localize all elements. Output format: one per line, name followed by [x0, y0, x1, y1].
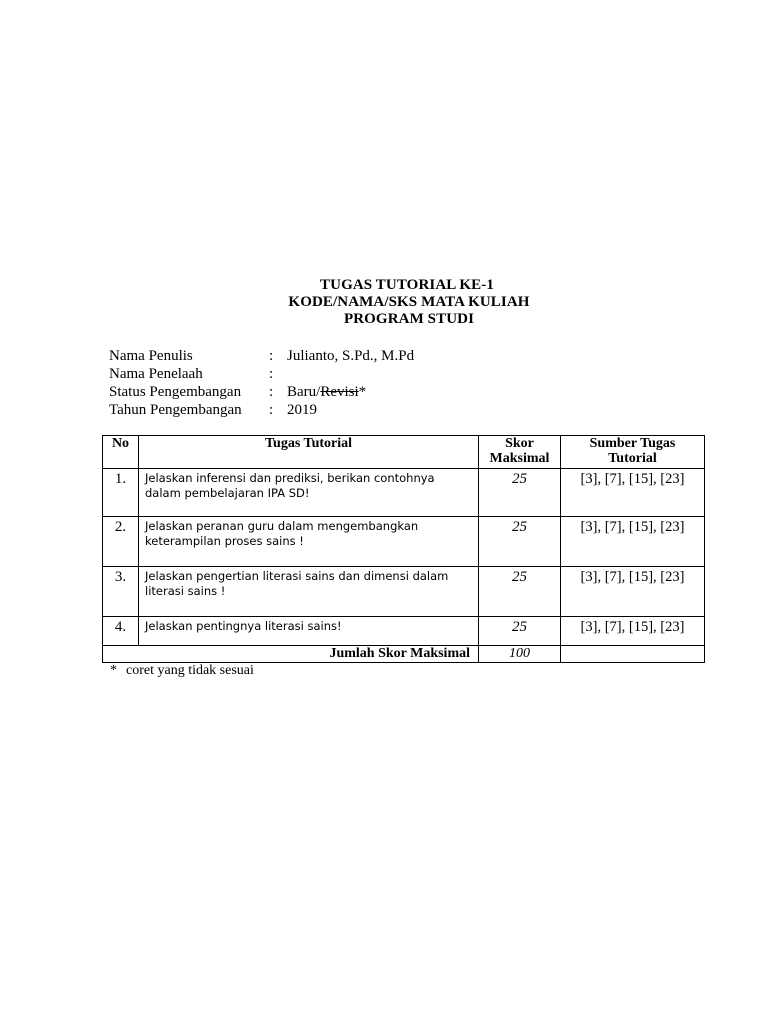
task-line1: Jelaskan pengertian literasi sains dan dimensi dalam	[145, 569, 449, 583]
header-no: No	[103, 436, 139, 469]
row-task	[139, 617, 479, 646]
status-baru: Baru/	[287, 384, 321, 400]
meta-row-tahun	[109, 401, 509, 419]
row-number: 2.	[103, 517, 139, 567]
meta-value-status	[287, 383, 366, 401]
row-source: [3], [7], [15], [23]	[561, 517, 705, 567]
meta-colon: :	[269, 366, 274, 382]
title-line-3: PROGRAM STUDI	[343, 311, 475, 327]
meta-label: Tahun Pengembangan	[109, 402, 242, 418]
task-line1: Jelaskan inferensi dan prediksi, berikan contohnya	[145, 471, 435, 485]
table-row	[103, 517, 705, 567]
total-row	[103, 646, 705, 663]
row-task	[139, 469, 479, 517]
meta-row-penulis	[109, 347, 509, 365]
title-line-2: KODE/NAMA/SKS MATA KULIAH	[288, 294, 530, 310]
table-row	[103, 469, 705, 517]
row-number: 3.	[103, 567, 139, 617]
footnote	[110, 663, 254, 679]
tutorial-task-table	[102, 435, 705, 663]
status-asterisk: *	[358, 384, 367, 400]
meta-colon: :	[269, 384, 274, 400]
meta-label: Status Pengembangan	[109, 384, 242, 400]
metadata-block	[109, 347, 509, 419]
table-row	[103, 567, 705, 617]
task-line2: dalam pembelajaran IPA SD!	[145, 486, 310, 500]
task-line1: Jelaskan pentingnya literasi sains!	[145, 619, 342, 633]
header-task: Tugas Tutorial	[139, 436, 479, 469]
row-skor: 25	[479, 517, 561, 567]
total-empty-cell	[561, 646, 705, 663]
meta-value: 2019	[287, 402, 317, 418]
row-task	[139, 517, 479, 567]
footnote-text: coret yang tidak sesuai	[126, 663, 254, 678]
task-line1: Jelaskan peranan guru dalam mengembangkan	[145, 519, 419, 533]
header-source	[561, 436, 705, 469]
meta-value: Julianto, S.Pd., M.Pd	[287, 348, 415, 364]
footnote-asterisk: *	[110, 663, 117, 678]
row-source: [3], [7], [15], [23]	[561, 469, 705, 517]
table-header-row	[103, 436, 705, 469]
meta-row-status	[109, 383, 509, 401]
row-number: 1.	[103, 469, 139, 517]
status-revisi-struck: Revisi	[320, 384, 359, 400]
task-line2: literasi sains !	[145, 584, 226, 598]
row-source: [3], [7], [15], [23]	[561, 617, 705, 646]
task-line2: keterampilan proses sains !	[145, 534, 304, 548]
header-skor-line1: Skor	[505, 436, 534, 451]
meta-label: Nama Penulis	[109, 348, 193, 364]
total-value: 100	[479, 646, 561, 663]
table-row	[103, 617, 705, 646]
row-skor: 25	[479, 567, 561, 617]
row-skor: 25	[479, 469, 561, 517]
header-skor-line2: Maksimal	[489, 451, 550, 466]
meta-colon: :	[269, 348, 274, 364]
row-source: [3], [7], [15], [23]	[561, 567, 705, 617]
header-source-line2: Tutorial	[608, 451, 657, 466]
document-title	[0, 277, 768, 328]
row-skor: 25	[479, 617, 561, 646]
header-skor	[479, 436, 561, 469]
row-number: 4.	[103, 617, 139, 646]
meta-colon: :	[269, 402, 274, 418]
row-task	[139, 567, 479, 617]
header-source-line1: Sumber Tugas	[589, 436, 676, 451]
meta-label: Nama Penelaah	[109, 366, 203, 382]
title-line-1: TUGAS TUTORIAL KE-1	[320, 277, 494, 293]
meta-row-penelaah	[109, 365, 509, 383]
total-label: Jumlah Skor Maksimal	[103, 646, 479, 663]
